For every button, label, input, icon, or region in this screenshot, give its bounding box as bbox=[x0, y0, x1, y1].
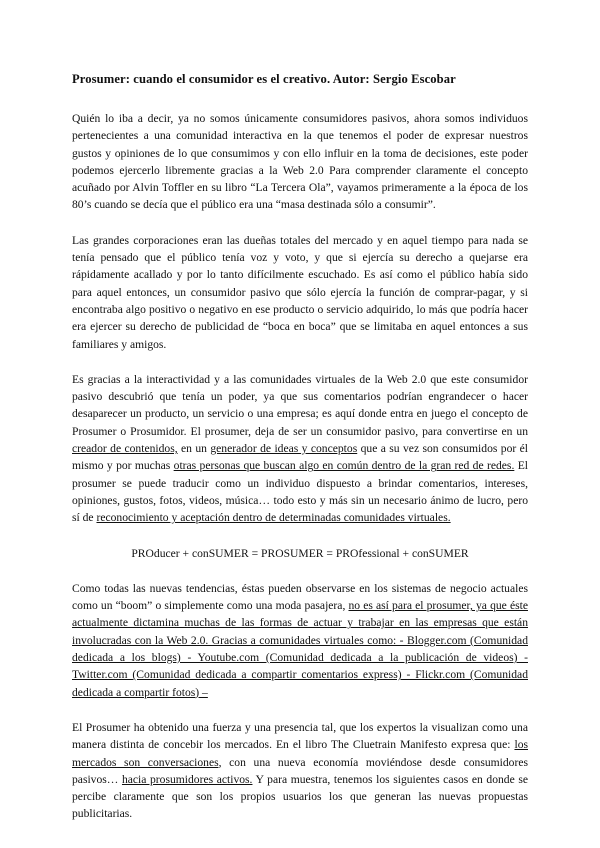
underlined-comunidades-virtuales-list: no es así para el prosumer, ya que éste actualmente dictamina muchas de las formas de actuar y trabajar en las empresas que están involucradas con la Web 2.0. Gracias a comunidades virtuales como: - Blogger.com (Comunidad dedicada a los blogs) - Youtube.com (Comunidad dedicada a la publicación de videos) - Twitter.com (Comunidad dedicada a compartir comentarios express) - Flickr.com (Comunidad dedicada a compartir fotos) – bbox=[72, 599, 528, 699]
paragraph-5-text-2: con una nueva economía moviéndose desde consumidores pasivos… bbox=[72, 755, 528, 786]
underlined-creador-de-contenidos: creador de contenidos, bbox=[72, 442, 178, 456]
paragraph-3-text-4: El prosumer se puede traducir como un individuo dispuesto a brindar comentarios, intereses, opiniones, gustos, fotos, videos, música… todo esto y más sin un necesario ánimo de lucro, pero sí de bbox=[72, 459, 528, 525]
underlined-otras-personas: otras personas que buscan algo en común dentro de la gran red de redes. bbox=[173, 459, 515, 473]
document-title: Prosumer: cuando el consumidor es el creativo. Autor: Sergio Escobar bbox=[72, 72, 456, 86]
paragraph-3-text-1: Es gracias a la interactividad y a las comunidades virtuales de la Web 2.0 que este consumidor pasivo descubrió que tenía un poder, ya que sus comentarios podrían engrandecer o hacer desaparecer un producto, un servicio o una empresa; es aquí donde entra en juego el concepto de Prosumer o Prosumidor. El prosumer, deja de ser un consumidor pasivo, para convertirse en un bbox=[72, 372, 528, 438]
paragraph-4 bbox=[72, 580, 528, 701]
paragraph-4-text-1: Como todas las nuevas tendencias, éstas pueden observarse en los sistemas de negocio actuales como un “boom” o simplemente como una moda pasajera, bbox=[72, 581, 528, 613]
underlined-reconocimiento: reconocimiento y aceptación dentro de determinadas comunidades virtuales. bbox=[96, 511, 451, 525]
paragraph-3 bbox=[72, 371, 528, 527]
paragraph-5-text-1: El Prosumer ha obtenido una fuerza y una presencia tal, que los expertos la visualizan como una manera distinta de concebir los mercados. En el libro The Cluetrain Manifesto expresa que: bbox=[72, 720, 528, 752]
underlined-mercados-conversaciones: los mercados son conversaciones, bbox=[72, 738, 528, 769]
paragraph-1: Quién lo iba a decir, ya no somos únicamente consumidores pasivos, ahora somos individuos pertenecientes a una comunidad interactiva en la que tenemos el poder de expresar nuestros gustos y opiniones de lo que consumimos y con ello influir en la toma de decisiones, este poder podemos ejercerlo libremente gracias a la Web 2.0 Para comprender claramente el concepto acuñado por Alvin Toffler en su libro “La Tercera Ola”, vayamos primeramente a la época de los 80’s cuando se decía que el público era una “masa destinada sólo a consumir”. bbox=[72, 112, 528, 212]
paragraph-5 bbox=[72, 719, 528, 823]
paragraph-5-text-3: Y para muestra, tenemos los siguientes casos en donde se percibe claramente que son los propios usuarios los que generan las nuevas propuestas publicitarias. bbox=[72, 772, 528, 821]
paragraph-3-text-2: en un bbox=[177, 442, 211, 456]
underlined-generador-de-ideas: generador de ideas y conceptos bbox=[210, 442, 358, 456]
underlined-prosumidores-activos: hacia prosumidores activos. bbox=[121, 772, 253, 786]
paragraph-3-text-3: que a su vez son consumidos por él mismo y por muchas bbox=[72, 442, 528, 473]
prosumer-formula: PROducer + conSUMER = PROSUMER = PROfessional + conSUMER bbox=[131, 546, 469, 560]
paragraph-2: Las grandes corporaciones eran las dueñas totales del mercado y en aquel tiempo para nada se tenía pensado que el público tenía voz y voto, y que si ejercía su derecho a quejarse era rápidamente acallado y por lo tanto difícilmente escuchado. Es así como el público había sido para aquel entonces, un consumidor pasivo que sólo ejercía la función de comprar-pagar, y si encontraba algo positivo o negativo en ese producto o servicio adquirido, lo más que podría hacer era ejercer su derecho de publicidad de “boca en boca” que se limitaba en aquel entonces a sus familiares y amigos. bbox=[72, 233, 528, 351]
